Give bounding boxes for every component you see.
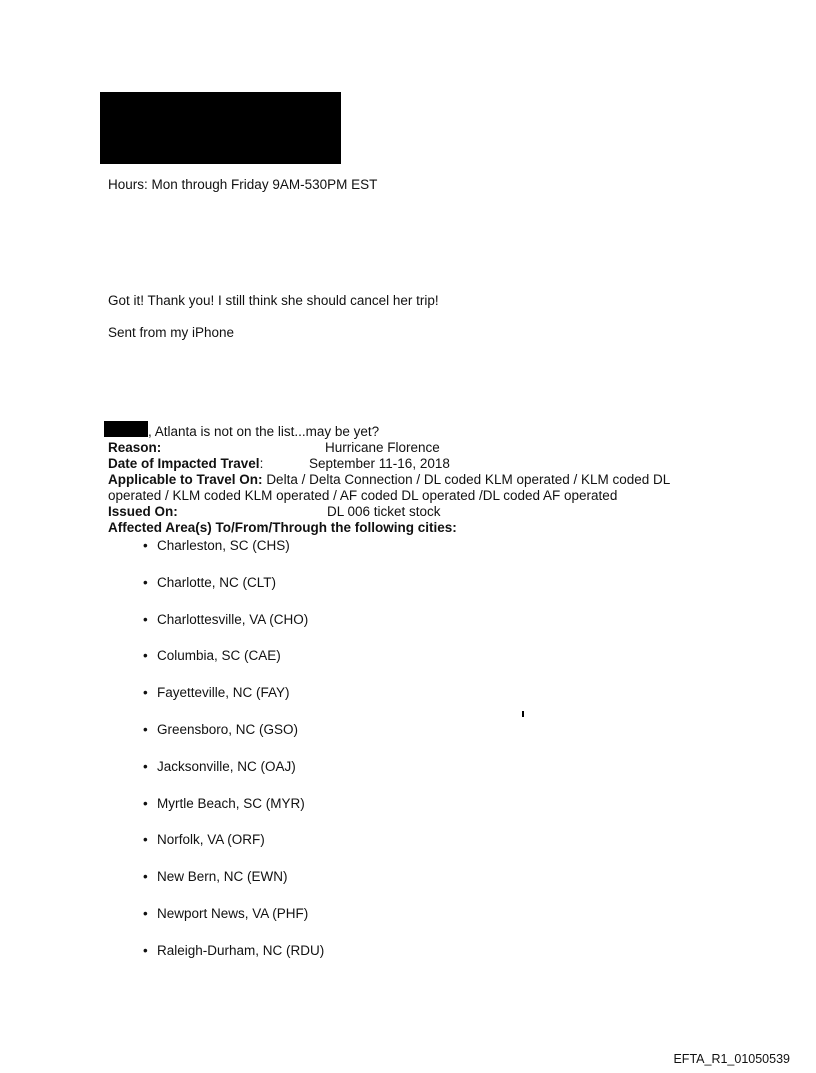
city-name: Newport News, VA (PHF): [157, 905, 309, 921]
date-label: Date of Impacted Travel: [108, 456, 260, 471]
applicable-row-2: [108, 488, 708, 504]
bullet-icon: •: [143, 685, 148, 701]
notice-intro: , Atlanta is not on the list...may be yet?: [148, 424, 380, 439]
city-name: New Bern, NC (EWN): [157, 869, 288, 885]
date-value: September 11-16, 2018: [309, 456, 450, 471]
bullet-icon: •: [143, 869, 148, 885]
affected-row: [108, 520, 708, 536]
bullet-icon: •: [143, 538, 148, 553]
reason-row: [108, 440, 708, 456]
list-item: [143, 796, 324, 833]
list-item: [143, 575, 324, 612]
reply-signature: Sent from my iPhone: [108, 325, 235, 340]
city-name: Charlotte, NC (CLT): [157, 574, 277, 590]
affected-label: Affected Area(s) To/From/Through the following cities:: [108, 520, 457, 535]
bullet-icon: •: [143, 905, 148, 921]
city-name: Norfolk, VA (ORF): [157, 832, 265, 848]
bullet-icon: •: [143, 574, 148, 590]
redaction-block-name: [104, 421, 148, 437]
bullet-icon: •: [143, 795, 148, 811]
list-item: [143, 943, 324, 980]
list-item: [143, 685, 324, 722]
redaction-block-header: [100, 92, 341, 164]
reason-value: Hurricane Florence: [325, 440, 440, 455]
issued-label: Issued On:: [108, 504, 178, 519]
city-name: Columbia, SC (CAE): [157, 648, 281, 664]
date-row: [108, 456, 708, 472]
stray-mark: [522, 711, 524, 717]
list-item: [143, 906, 324, 943]
date-colon: :: [259, 456, 264, 471]
applicable-label: Applicable to Travel On:: [108, 472, 263, 487]
reply-message: Got it! Thank you! I still think she should cancel her trip!: [108, 293, 439, 308]
bullet-icon: •: [143, 721, 148, 737]
list-item: [143, 648, 324, 685]
list-item: [143, 832, 324, 869]
issued-row: [108, 504, 708, 520]
bullet-icon: •: [143, 611, 148, 627]
bullet-icon: •: [143, 832, 148, 848]
city-name: Fayetteville, NC (FAY): [157, 685, 290, 701]
city-name: Jacksonville, NC (OAJ): [157, 758, 296, 774]
city-name: Raleigh-Durham, NC (RDU): [157, 942, 325, 958]
applicable-value-line2: operated / KLM coded KLM operated / AF coded DL operated /DL coded AF operated: [108, 488, 618, 503]
reason-label: Reason:: [108, 440, 162, 455]
list-item: [143, 869, 324, 906]
list-item: [143, 759, 324, 796]
list-item: [143, 612, 324, 649]
city-name: Myrtle Beach, SC (MYR): [157, 795, 305, 811]
city-name: Charleston, SC (CHS): [157, 538, 290, 553]
travel-notice: [108, 424, 708, 536]
document-id: EFTA_R1_01050539: [673, 1052, 790, 1066]
list-item: [143, 538, 324, 575]
bullet-icon: •: [143, 942, 148, 958]
city-name: Greensboro, NC (GSO): [157, 721, 299, 737]
notice-intro-row: [108, 424, 708, 440]
city-name: Charlottesville, VA (CHO): [157, 611, 309, 627]
applicable-row: [108, 472, 708, 488]
bullet-icon: •: [143, 758, 148, 774]
issued-value: DL 006 ticket stock: [327, 504, 441, 519]
bullet-icon: •: [143, 648, 148, 664]
list-item: [143, 722, 324, 759]
hours-text: Hours: Mon through Friday 9AM-530PM EST: [108, 177, 378, 192]
applicable-value-line1: Delta / Delta Connection / DL coded KLM operated / KLM coded DL: [266, 472, 671, 487]
affected-cities-list: [143, 538, 324, 980]
